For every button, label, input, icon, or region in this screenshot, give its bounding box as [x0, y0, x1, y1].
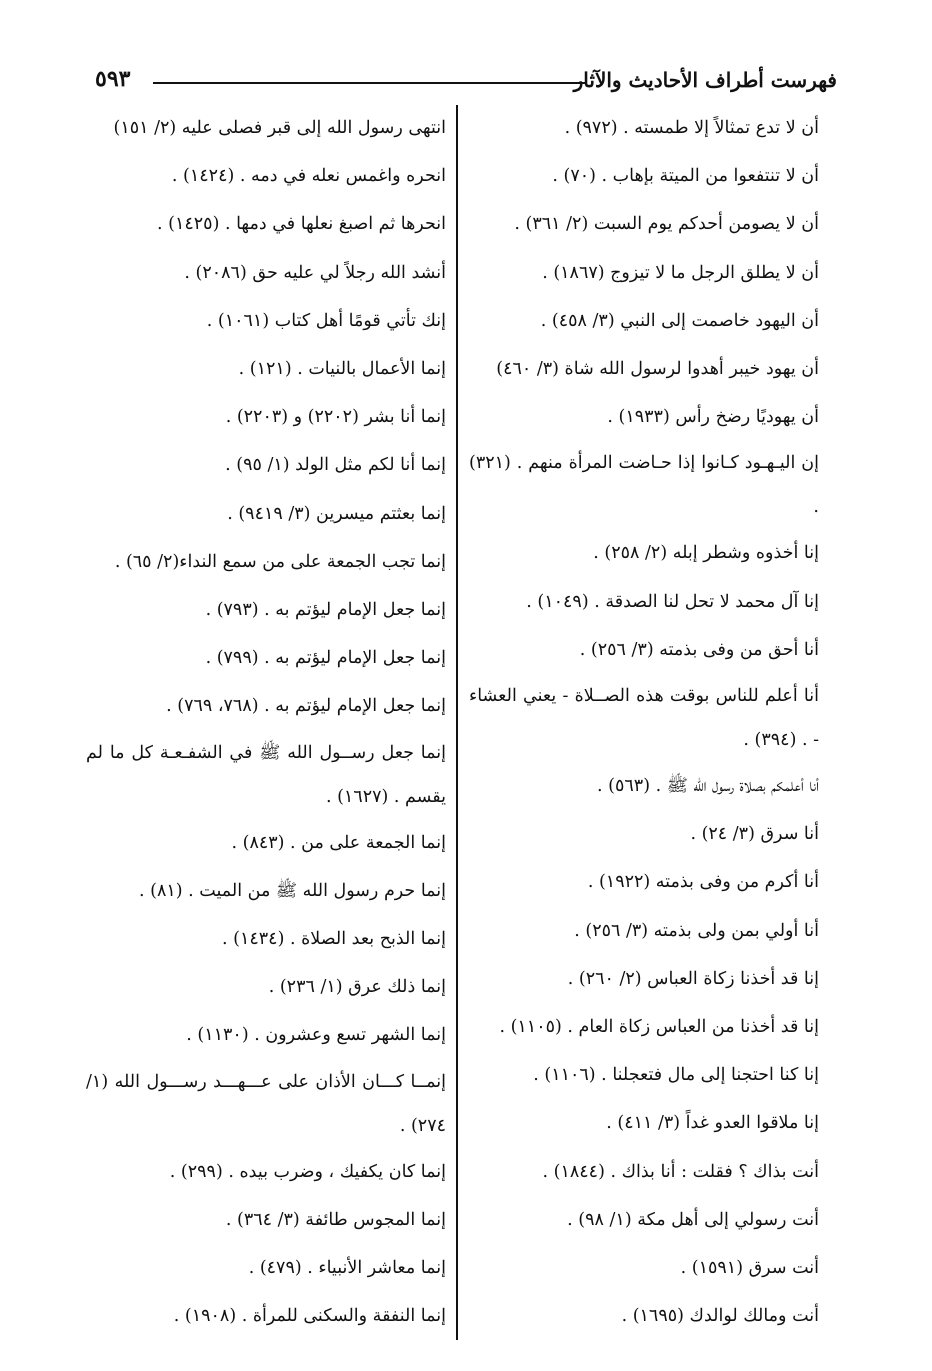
index-entry: إنما بعثتم ميسرين (٣/ ٩٤١٩) . — [227, 503, 446, 524]
index-entry: إنما المجوس طائفة (٣/ ٣٦٤) . — [225, 1209, 446, 1230]
index-entry: أنا أولي بمن ولى بذمته (٣/ ٢٥٦) . — [574, 920, 819, 941]
index-entry: أنا سرق (٣/ ٢٤) . — [690, 824, 819, 845]
index-entry: أنا أعلم للناس بوقت هذه الصــلاة - يعني العشاء - . (٣٩٤) . — [469, 686, 819, 751]
index-entry: أن لا تنتفعوا من الميتة بإهاب . (٧٠) . — [552, 166, 819, 187]
index-entry: إنمــا كـــان الأذان على عـــهـــد رســـول الله (١/ ٢٧٤) . — [86, 1071, 446, 1136]
index-entry: أن لا يصومن أحدكم يوم السبت (٢/ ٣٦١) . — [514, 214, 819, 235]
index-entry: أن اليهود خاصمت إلى النبي (٣/ ٤٥٨) . — [540, 310, 819, 331]
index-entry: أنت رسولي إلى أهل مكة (١/ ٩٨) . — [567, 1209, 819, 1230]
index-entry: إنما حرم رسول الله ﷺ من الميت . (٨١) . — [139, 880, 446, 901]
index-entry: أنت ومالك لوالدك (١٦٩٥) . — [621, 1306, 819, 1327]
index-entry: إنا أخذوه وشطر إبله (٢/ ٢٥٨) . — [593, 543, 819, 564]
index-entry: أن لا يطلق الرجل ما لا تيزوج (١٨٦٧) . — [542, 262, 819, 283]
index-entry: انتهى رسول الله إلى قبر فصلى عليه (٢/ ١٥١) — [113, 118, 446, 138]
index-entry: أنا أكرم من وفى بذمته (١٩٢٢) . — [587, 872, 819, 893]
index-entry: إنما أنا لكم مثل الولد (١/ ٩٥) . — [225, 455, 446, 476]
right-column — [469, 104, 819, 1340]
index-entry: إنما ذلك عرق (١/ ٢٣٦) . — [268, 977, 446, 998]
index-entry: إنما الأعمال بالنيات . (١٢١) . — [238, 359, 446, 380]
index-entry: إنما النفقة والسكنى للمرأة . (١٩٠٨) . — [173, 1306, 446, 1327]
index-entry: إنما كان يكفيك ، وضرب بيده . (٢٩٩) . — [169, 1161, 446, 1182]
index-entry: أنشد الله رجلاً لي عليه حق (٢٠٨٦) . — [184, 262, 446, 283]
index-entry: إنا قد أخذنا زكاة العباس (٢/ ٢٦٠) . — [567, 968, 819, 989]
index-entry: إنما جعل الإمام ليؤتم به . (٧٦٨، ٧٦٩) . — [166, 696, 446, 717]
index-entry: إنما الشهر تسع وعشرون . (١١٣٠) . — [186, 1025, 446, 1046]
index-entry: إنما أنا بشر (٢٢٠٢) و (٢٢٠٣) . — [225, 407, 446, 428]
index-entry: أن لا تدع تمثالاً إلا طمسته . (٩٧٢) . — [564, 118, 819, 138]
index-entry: أن يهوديًا رضخ رأس (١٩٣٣) . — [607, 407, 819, 428]
index-entry: إن اليـهـود كـانوا إذا حـاضت المرأة منهم . (٣٢١) . — [469, 453, 819, 518]
index-entry: إنما الذبح بعد الصلاة . (١٤٣٤) . — [222, 929, 446, 950]
index-entry: إنا قد أخذنا من العباس زكاة العام . (١١٠٥) . — [499, 1017, 819, 1038]
header-rule — [153, 82, 587, 84]
index-entry: إنما جعل رســول الله ﷺ في الشفـعـة كل ما لم يقسم . (١٦٢٧) . — [86, 742, 446, 807]
index-entry: إنما معاشر الأنبياء . (٤٧٩) . — [248, 1258, 446, 1279]
index-entry: أنت سرق (١٥٩١) . — [680, 1258, 819, 1279]
index-entry: أنا أحق من وفى بذمته (٣/ ٢٥٦) . — [579, 639, 819, 660]
index-entry: أن يهود خيبر أهدوا لرسول الله شاة (٣/ ٤٦٠) — [496, 359, 819, 380]
column-divider — [456, 105, 458, 1340]
index-entry: انحرها ثم اصبغ نعلها في دمها . (١٤٢٥) . — [157, 214, 446, 235]
index-entry: أنا أعلمكم بصلاة رسول الله ﷺ . (٥٦٣) . — [597, 776, 819, 797]
index-entry: أنت بذاك ؟ فقلت : أنا بذاك . (١٨٤٤) . — [542, 1161, 819, 1182]
index-entry: إنما جعل الإمام ليؤتم به . (٧٩٣) . — [205, 600, 446, 621]
index-entry: إنما الجمعة على من . (٨٤٣) . — [231, 832, 446, 853]
index-entry: إنا كنا احتجنا إلى مال فتعجلنا . (١١٠٦) . — [533, 1065, 819, 1086]
index-entry: إنما جعل الإمام ليؤتم به . (٧٩٩) . — [205, 648, 446, 669]
page-header — [95, 66, 837, 98]
index-entry: إنك تأتي قومًا أهل كتاب (١٠٦١) . — [206, 310, 446, 331]
index-entry: إنا آل محمد لا تحل لنا الصدقة . (١٠٤٩) . — [526, 591, 819, 612]
page-number: ٥٩٣ — [95, 66, 131, 92]
index-entry: إنما تجب الجمعة على من سمع النداء(٢/ ٦٥) . — [114, 551, 446, 572]
left-column — [86, 104, 446, 1340]
running-title: فهرست أطراف الأحاديث والآثار — [573, 68, 837, 92]
index-entry: إنا ملاقوا العدو غداً (٣/ ٤١١) . — [606, 1113, 819, 1134]
index-entry: انحره واغمس نعله في دمه . (١٤٢٤) . — [171, 166, 446, 187]
